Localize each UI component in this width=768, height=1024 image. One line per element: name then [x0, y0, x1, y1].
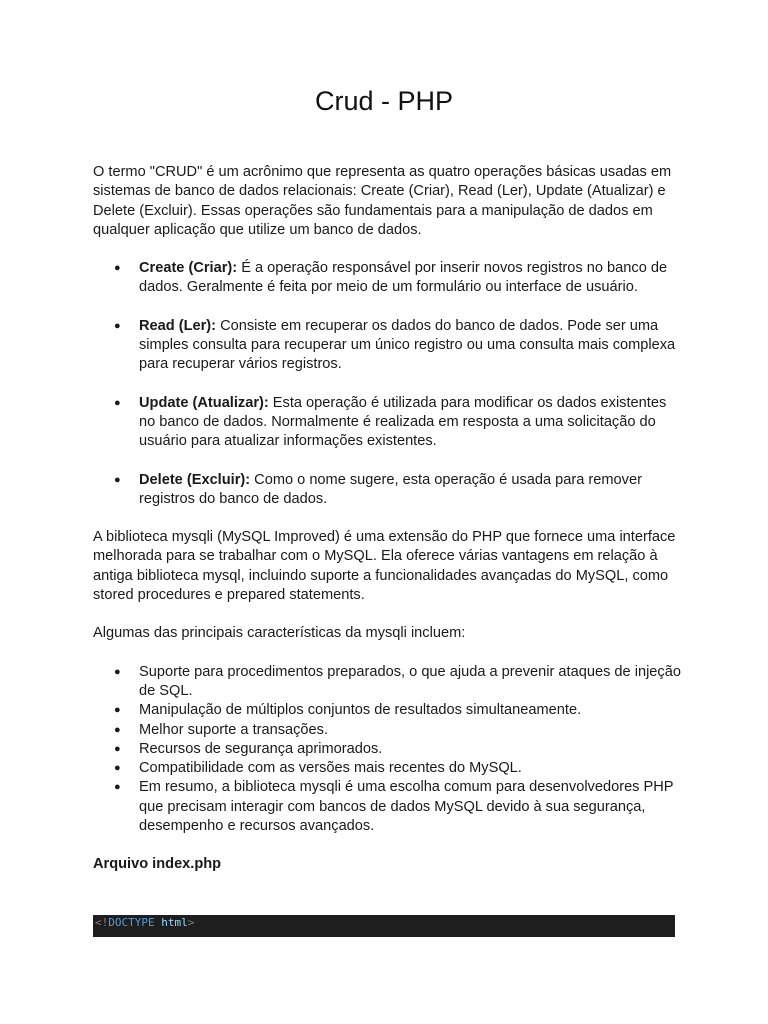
code-keyword: DOCTYPE	[108, 916, 155, 929]
list-item	[93, 394, 683, 452]
list-item-text: Consiste em recuperar os dados do banco de dados. Pode ser uma simples consulta para recuperar um único registro ou uma consulta mais complexa para recuperar vários registros.	[139, 317, 676, 373]
code-attr: html	[161, 916, 188, 929]
file-heading: Arquivo index.php	[93, 856, 222, 873]
list-item: ● Compatibilidade com as versões mais recentes do MySQL.	[93, 759, 683, 778]
list-item	[93, 471, 683, 510]
list-item-text: Esta operação é utilizada para modificar os dados existentes no banco de dados. Normalmente é realizada em resposta a uma solicitação do usuário para atualizar informações existentes.	[139, 394, 667, 450]
list-item-label: Read (Ler):	[139, 317, 217, 334]
list-item: ● Manipulação de múltiplos conjuntos de resultados simultaneamente.	[93, 701, 683, 720]
list-item-label: Delete (Excluir):	[139, 471, 251, 488]
list-item: ● Melhor suporte a transações.	[93, 721, 683, 740]
features-list	[93, 663, 683, 837]
mysqli-paragraph: A biblioteca mysqli (MySQL Improved) é uma extensão do PHP que fornece uma interface melhorada para se trabalhar com o MySQL. Ela oferece várias vantagens em relação à antiga biblioteca mysql, incluindo suporte a funcionalidades avançadas do MySQL, como stored procedures e prepared statements.	[93, 529, 676, 604]
list-item-text: É a operação responsável por inserir novos registros no banco de dados. Geralmente é feita por meio de um formulário ou interface de usuário.	[139, 260, 668, 296]
list-item: ● Suporte para procedimentos preparados, o que ajuda a prevenir ataques de injeção de SQL.	[93, 663, 683, 702]
list-item-label: Create (Criar):	[139, 260, 238, 277]
page-title: Crud - PHP	[314, 86, 454, 116]
list-item: ● Em resumo, a biblioteca mysqli é uma escolha comum para desenvolvedores PHP que precisam interagir com bancos de dados MySQL devido à sua segurança, desempenho e recursos avançados.	[93, 778, 683, 836]
code-punct-open: <!	[95, 916, 109, 929]
code-punct-close: >	[187, 916, 195, 929]
crud-list	[93, 259, 683, 509]
list-item-text: Como o nome sugere, esta operação é usada para remover registros do banco de dados.	[139, 471, 642, 507]
code-block	[93, 915, 675, 937]
intro-paragraph: O termo "CRUD" é um acrônimo que representa as quatro operações básicas usadas em sistemas de banco de dados relacionais: Create (Criar), Read (Ler), Update (Atualizar) e Delete (Excluir). Essas operações são fundamentais para a manipulação de dados em qualquer aplicação que utilize um banco de dados.	[93, 164, 672, 238]
document-body	[93, 163, 683, 875]
features-intro: Algumas das principais características da mysqli incluem:	[93, 625, 466, 642]
list-item-label: Update (Atualizar):	[139, 394, 269, 411]
list-item	[93, 317, 683, 375]
list-item: ● Recursos de segurança aprimorados.	[93, 740, 683, 759]
list-item	[93, 259, 683, 298]
